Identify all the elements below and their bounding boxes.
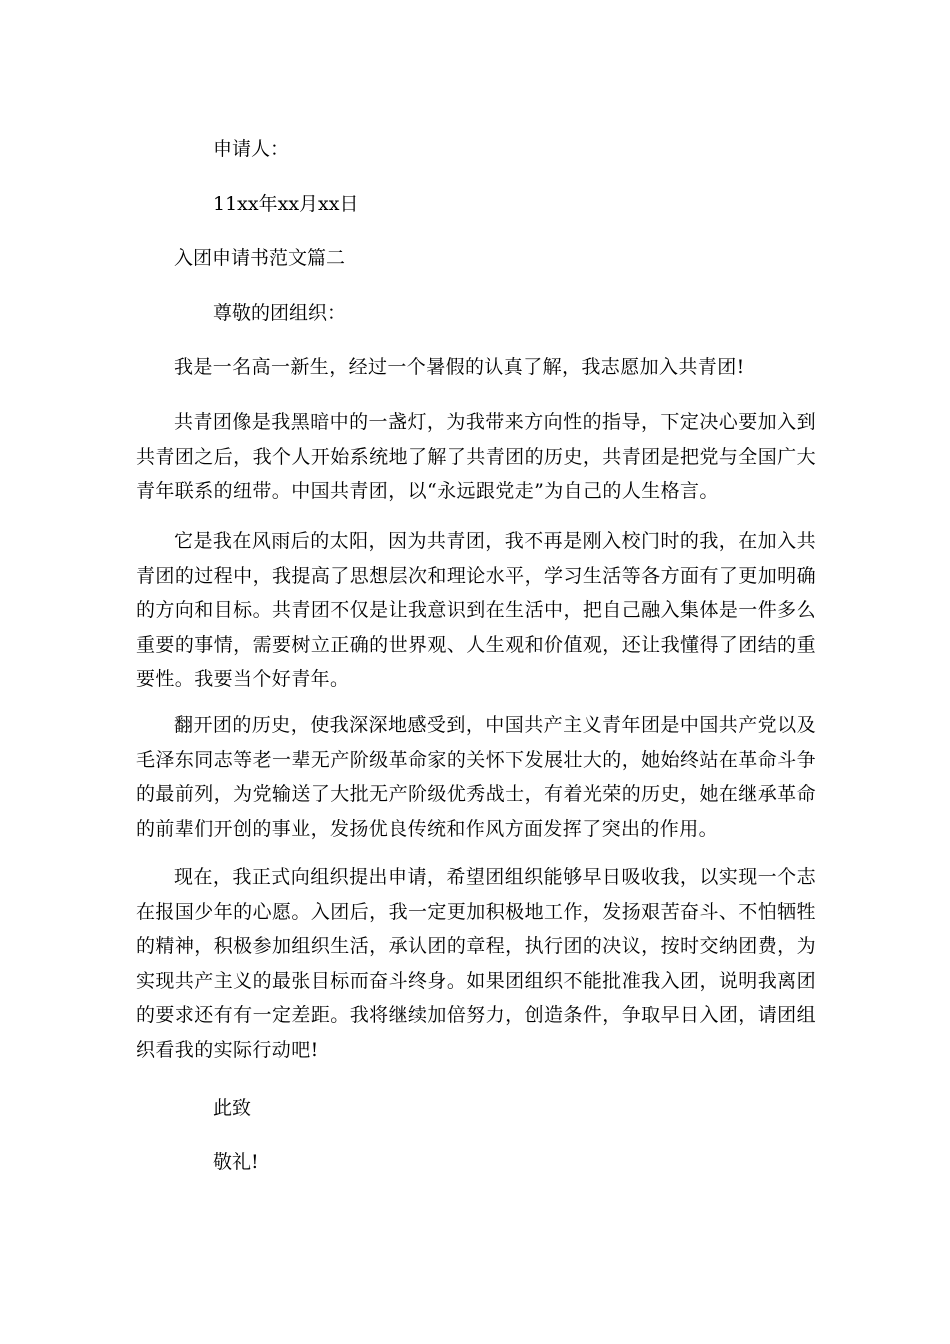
- paragraph-4: 翻开团的历史，使我深深地感受到，中国共产主义青年团是中国共产党以及毛泽东同志等老一辈无产阶级革命家的关怀下发展壮大的，她始终站在革命斗争的最前列，为党输送了大批无产阶级优秀战士，有着光荣的历史，她在继承革命的前辈们开创的事业，发扬优良传统和作风方面发挥了突出的作用。: [136, 714, 816, 840]
- applicant-label: 申请人：: [213, 138, 290, 160]
- salutation: 尊敬的团组织：: [213, 302, 347, 324]
- paragraph-3: 它是我在风雨后的太阳，因为共青团，我不再是刚入校门时的我，在加入共青团的过程中，我提高了思想层次和理论水平，学习生活等各方面有了更加明确的方向和目标。共青团不仅是让我意识到在生活中，把自己融入集体是一件多么重要的事情，需要树立正确的世界观、人生观和价值观，还让我懂得了团结的重要性。我要当个好青年。: [136, 530, 816, 690]
- paragraph-5: 现在，我正式向组织提出申请，希望团组织能够早日吸收我，以实现一个志在报国少年的心愿。入团后，我一定更加积极地工作，发扬艰苦奋斗、不怕牺牲的精神，积极参加组织生活，承认团的章程，执行团的决议，按时交纳团费，为实现共产主义的最张目标而奋斗终身。如果团组织不能批准我入团，说明我离团的要求还有有一定差距。我将继续加倍努力，创造条件，争取早日入团，请团组织看我的实际行动吧!: [136, 866, 816, 1061]
- paragraph-2: 共青团像是我黑暗中的一盏灯，为我带来方向性的指导，下定决心要加入到共青团之后，我个人开始系统地了解了共青团的历史，共青团是把党与全国广大青年联系的纽带。中国共青团，以“永远跟党走”为自己的人生格言。: [136, 411, 816, 502]
- section-title: 入团申请书范文篇二: [174, 247, 346, 269]
- closing-line-1: 此致: [213, 1097, 252, 1119]
- closing-line-2: 敬礼!: [213, 1151, 259, 1173]
- paragraph-1: 我是一名高一新生，经过一个暑假的认真了解，我志愿加入共青团!: [174, 356, 745, 378]
- date-line: 11xx年xx月xx日: [213, 193, 359, 215]
